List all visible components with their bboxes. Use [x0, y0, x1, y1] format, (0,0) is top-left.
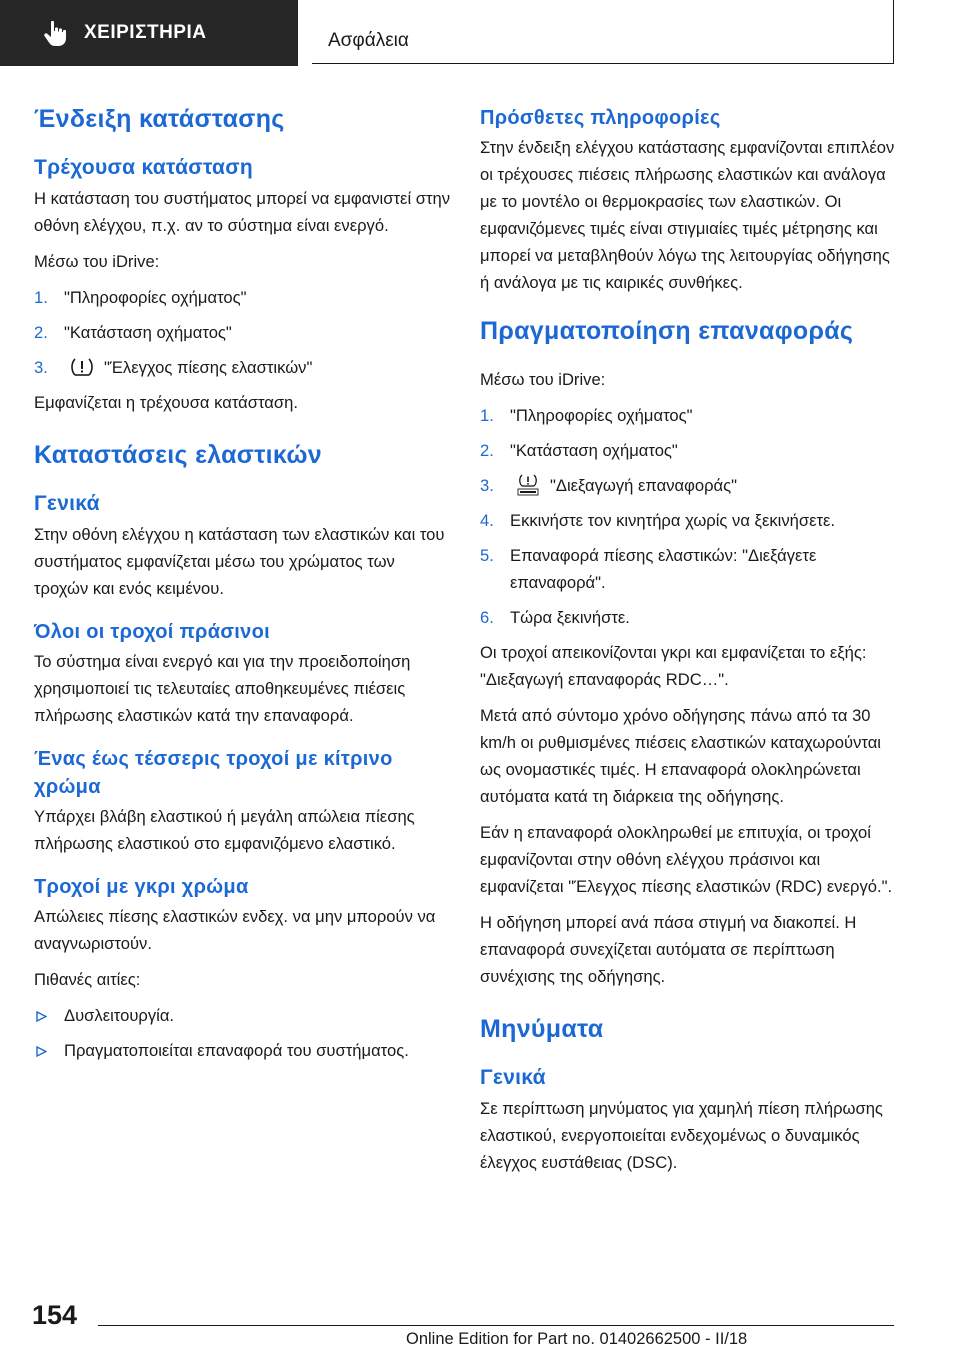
- step-text: Επαναφορά πίεσης ελαστικών: "Διεξάγετε επαναφορά".: [510, 546, 817, 592]
- status-display-title: Ένδειξη κατάστασης: [34, 105, 285, 133]
- messages-title: Μηνύματα: [480, 1015, 604, 1043]
- cause-text: Δυσλειτουργία.: [64, 1006, 175, 1025]
- additional-info-text: Στην ένδειξη ελέγχου κατάστασης εμφανίζονται επιπλέον οι τρέχουσες πιέσεις πλήρωσης ελαστικών και ανάλογα με το μοντέλο οι θερμοκρασίες των ελαστικών. Οι εμφανιζόμενες τιμές είναι στιγμιαίες τιμές μέτρησης και μπορεί να μεταβληθούν λόγω της λειτουργίας οδήγησης ή ανάλογα με τις καιρικές συνθήκες.: [480, 138, 895, 292]
- list-item: [480, 472, 900, 499]
- step-number: 3.: [34, 358, 48, 377]
- reset-steps-list: [480, 402, 900, 631]
- step-number: 2.: [34, 323, 48, 342]
- current-status-heading: Τρέχουσα κατάσταση: [34, 156, 254, 179]
- step-text: "Κατάσταση οχήματος": [510, 441, 678, 460]
- possible-causes-label: Πιθανές αιτίες:: [34, 970, 141, 989]
- step-text: "Κατάσταση οχήματος": [64, 323, 232, 342]
- gray-wheels-heading: Τροχοί με γκρι χρώμα: [34, 876, 249, 898]
- step-number: 4.: [480, 511, 494, 530]
- list-item: [34, 1002, 452, 1029]
- step-number: 5.: [480, 546, 494, 565]
- triangle-bullet-icon: [36, 1046, 47, 1057]
- tyre-states-title: Καταστάσεις ελαστικών: [34, 441, 322, 469]
- reset-speed-text: Μετά από σύντομο χρόνο οδήγησης πάνω από τα 30 km/h οι ρυθμισμένες πιέσεις ελαστικών καταχωρούνται ως ονομαστικές τιμές. Η επαναφορά ολοκληρώνεται αυτόματα κατά τη διάρκεια της οδήγησης.: [480, 706, 881, 806]
- step-text: "Έλεγχος πίεσης ελαστικών": [104, 358, 313, 377]
- cause-text: Πραγματοποιείται επαναφορά του συστήματος.: [64, 1041, 409, 1060]
- step-text: "Πληροφορίες οχήματος": [510, 406, 693, 425]
- yellow-wheels-heading: Ένας έως τέσσερις τροχοί με κίτρινο χρώμα: [34, 748, 393, 798]
- chapter-title: ΧΕΙΡΙΣΤΗΡΙΑ: [84, 22, 207, 43]
- list-item: [34, 319, 452, 346]
- via-idrive-text: Μέσω του iDrive:: [480, 370, 606, 389]
- left-column: [34, 104, 452, 1072]
- list-item: [34, 284, 452, 311]
- yellow-wheels-text: Υπάρχει βλάβη ελαστικού ή μεγάλη απώλεια πίεσης πλήρωσης ελαστικού στο εμφανιζόμενο ελαστικό.: [34, 807, 415, 853]
- list-item: [34, 1037, 452, 1064]
- list-item: [480, 604, 900, 631]
- list-item: [480, 437, 900, 464]
- current-status-result: Εμφανίζεται η τρέχουσα κατάσταση.: [34, 393, 298, 412]
- list-item: [480, 507, 900, 534]
- step-number: 1.: [480, 406, 494, 425]
- all-green-text: Το σύστημα είναι ενεργό και για την προειδοποίηση χρησιμοποιεί τις τελευταίες αποθηκευμένες πιέσεις πλήρωσης ελαστικών κατά την επαναφορά.: [34, 652, 411, 725]
- triangle-bullet-icon: [36, 1011, 47, 1022]
- tire-pressure-icon: [70, 357, 94, 377]
- hand-pointer-icon: [40, 18, 70, 48]
- reset-gray-wheels-text: Οι τροχοί απεικονίζονται γκρι και εμφανίζεται το εξής: "Διεξαγωγή επαναφοράς RDC…".: [480, 643, 867, 689]
- general-heading: Γενικά: [34, 492, 100, 515]
- step-number: 3.: [480, 476, 494, 495]
- list-item: [34, 354, 452, 381]
- status-steps-list: [34, 284, 452, 381]
- all-green-heading: Όλοι οι τροχοί πράσινοι: [34, 621, 270, 643]
- causes-list: [34, 1002, 452, 1064]
- gray-wheels-text: Απώλειες πίεσης ελαστικών ενδεχ. να μην μπορούν να αναγνωριστούν.: [34, 907, 436, 953]
- section-title: Ασφάλεια: [328, 30, 409, 51]
- step-text: Τώρα ξεκινήστε.: [510, 608, 630, 627]
- right-column: [480, 104, 900, 1185]
- chapter-tab: [0, 0, 298, 66]
- section-header: [312, 0, 894, 64]
- reset-title: Πραγματοποίηση επαναφοράς: [480, 317, 854, 345]
- step-text: Εκκινήστε τον κινητήρα χωρίς να ξεκινήσετε.: [510, 511, 836, 530]
- additional-info-heading: Πρόσθετες πληροφορίες: [480, 107, 721, 129]
- footer-divider: [98, 1325, 894, 1326]
- current-status-text: Η κατάσταση του συστήματος μπορεί να εμφανιστεί στην οθόνη ελέγχου, π.χ. αν το σύστημα είναι ενεργό.: [34, 189, 451, 235]
- tire-reset-icon: [516, 473, 540, 497]
- page-number: 154: [32, 1300, 78, 1330]
- step-number: 6.: [480, 608, 494, 627]
- general-text: Στην οθόνη ελέγχου η κατάσταση των ελαστικών και του συστήματος εμφανίζεται μέσω του χρώματος των τροχών και ενός κειμένου.: [34, 525, 445, 598]
- step-text: "Πληροφορίες οχήματος": [64, 288, 247, 307]
- messages-general-heading: Γενικά: [480, 1066, 546, 1089]
- reset-success-text: Εάν η επαναφορά ολοκληρωθεί με επιτυχία, οι τροχοί εμφανίζονται στην οθόνη ελέγχου πράσινοι και εμφανίζεται "Έλεγχος πίεσης ελαστικών (RDC) ενεργό.".: [480, 823, 893, 896]
- list-item: [480, 542, 900, 596]
- messages-general-text: Σε περίπτωση μηνύματος για χαμηλή πίεση πλήρωσης ελαστικού, ενεργοποιείται ενδεχομένως ο δυναμικός έλεγχος ευστάθειας (DSC).: [480, 1099, 883, 1172]
- step-number: 2.: [480, 441, 494, 460]
- step-text: "Διεξαγωγή επαναφοράς": [550, 476, 738, 495]
- step-number: 1.: [34, 288, 48, 307]
- via-idrive-text: Μέσω του iDrive:: [34, 252, 160, 271]
- list-item: [480, 402, 900, 429]
- reset-interrupt-text: Η οδήγηση μπορεί ανά πάσα στιγμή να διακοπεί. Η επαναφορά συνεχίζεται αυτόματα σε περίπτωση συνέχισης της οδήγησης.: [480, 913, 857, 986]
- edition-footer: Online Edition for Part no. 01402662500 - II/18: [406, 1330, 748, 1348]
